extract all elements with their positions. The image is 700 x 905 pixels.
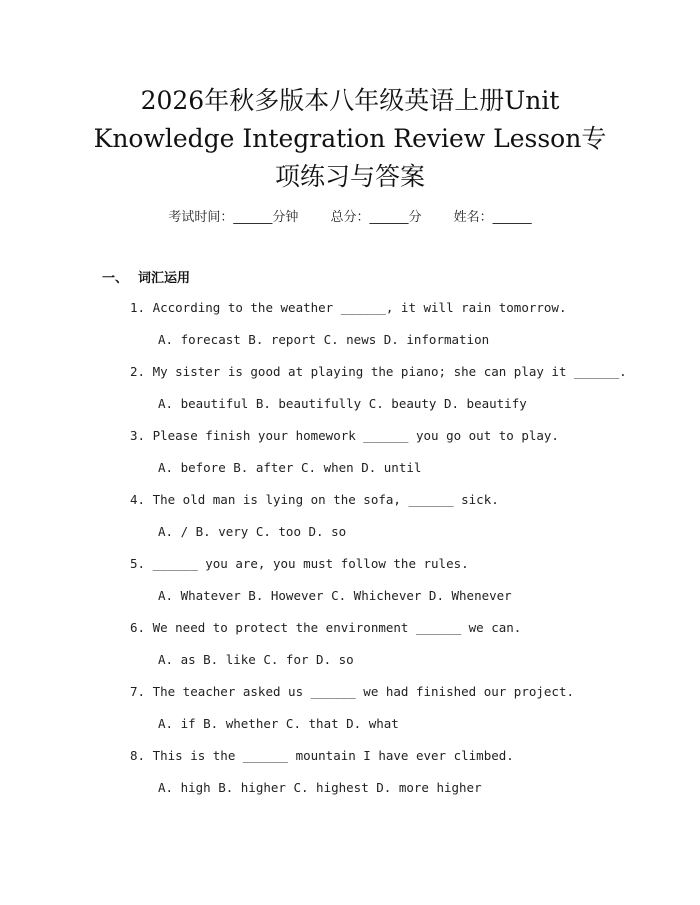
question-stem: 3. Please finish your homework ______ you go out to play. — [130, 428, 559, 443]
student-name-field: 姓名：______ — [453, 210, 532, 225]
section-number: 一、 — [102, 271, 129, 286]
question-options: A. high B. higher C. highest D. more higher — [158, 780, 482, 795]
exam-score-field: 总分：______分 — [330, 210, 422, 225]
question-stem: 6. We need to protect the environment ______ we can. — [130, 620, 522, 635]
question-stem: 2. My sister is good at playing the piano; she can play it ______. — [130, 364, 627, 379]
question-options: A. before B. after C. when D. until — [158, 460, 422, 475]
question-stem: 7. The teacher asked us ______ we had finished our project. — [130, 684, 575, 699]
section-title: 词汇运用 — [138, 271, 191, 286]
title-line-3: 项练习与答案 — [274, 162, 425, 191]
question-options: A. forecast B. report C. news D. information — [158, 332, 490, 347]
question-options: A. as B. like C. for D. so — [158, 652, 354, 667]
question-options: A. Whatever B. However C. Whichever D. Whenever — [158, 588, 512, 603]
title-line-1: 2026年秋多版本八年级英语上册Unit — [140, 86, 560, 115]
exam-time-field: 考试时间：______分钟 — [168, 210, 299, 225]
question-stem: 1. According to the weather ______, it will rain tomorrow. — [130, 300, 567, 315]
question-stem: 5. ______ you are, you must follow the rules. — [130, 556, 469, 571]
question-options: A. / B. very C. too D. so — [158, 524, 347, 539]
question-options: A. beautiful B. beautifully C. beauty D. beautify — [158, 396, 527, 411]
question-stem: 4. The old man is lying on the sofa, ______ sick. — [130, 492, 499, 507]
section-heading — [102, 267, 190, 286]
question-stem: 8. This is the ______ mountain I have ever climbed. — [130, 748, 514, 763]
title-line-2: Knowledge Integration Review Lesson专 — [93, 124, 607, 153]
exam-info-row — [0, 206, 700, 225]
document-title — [60, 82, 640, 196]
question-options: A. if B. whether C. that D. what — [158, 716, 399, 731]
question-list — [130, 298, 650, 810]
